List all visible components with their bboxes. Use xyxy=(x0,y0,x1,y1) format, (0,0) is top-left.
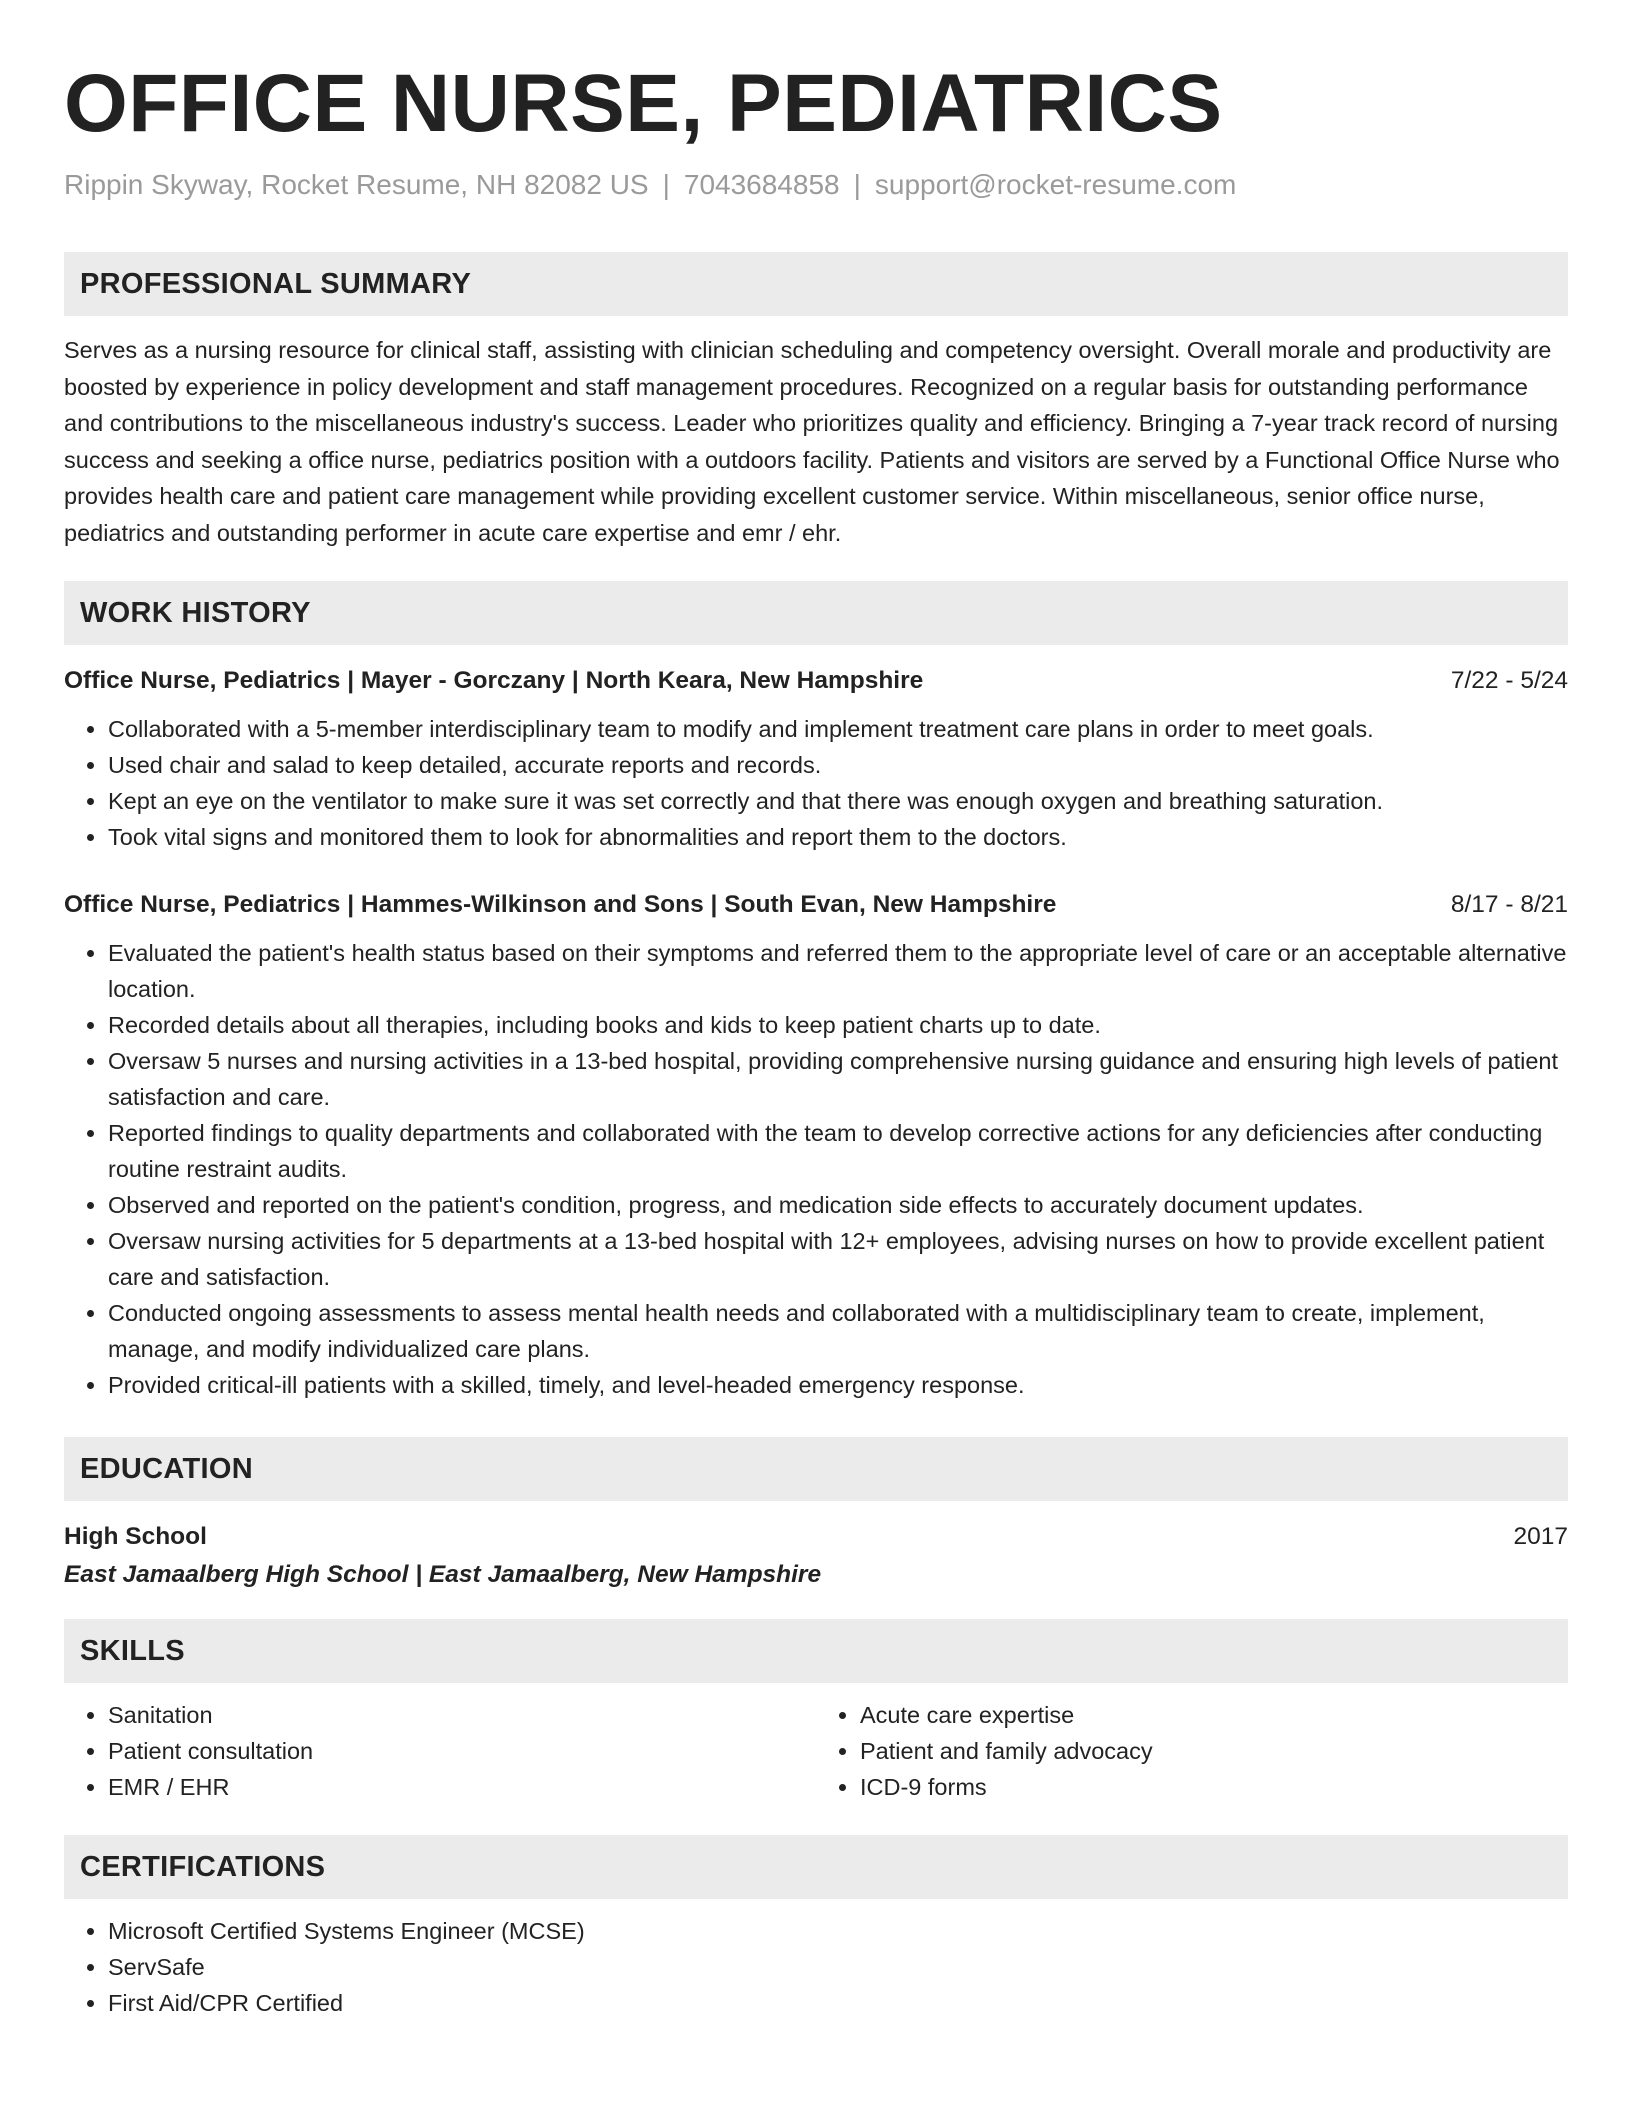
education-row xyxy=(64,1521,1568,1553)
skill-item: • Patient and family advocacy xyxy=(860,1733,1568,1769)
skills-list-right xyxy=(816,1697,1568,1805)
job-bullet-list xyxy=(64,711,1568,855)
section-header-summary: PROFESSIONAL SUMMARY xyxy=(64,252,1568,316)
certification-item: • ServSafe xyxy=(108,1949,1568,1985)
job-entry xyxy=(64,665,1568,855)
job-bullet: • Collaborated with a 5-member interdisciplinary team to modify and implement treatment care plans in order to meet goals. xyxy=(108,711,1568,747)
job-bullet: • Used chair and salad to keep detailed, accurate reports and records. xyxy=(108,747,1568,783)
contact-email: support@rocket-resume.com xyxy=(874,169,1237,200)
job-bullet: • Reported findings to quality departments and collaborated with the team to develop corrective actions for any deficiencies after conducting routine restraint audits. xyxy=(108,1115,1568,1187)
skill-item: • EMR / EHR xyxy=(108,1769,816,1805)
certification-item: • First Aid/CPR Certified xyxy=(108,1985,1568,2021)
job-bullet: • Took vital signs and monitored them to look for abnormalities and report them to the doctors. xyxy=(108,819,1568,855)
skill-item: • Patient consultation xyxy=(108,1733,816,1769)
job-bullet: • Kept an eye on the ventilator to make sure it was set correctly and that there was enough oxygen and breathing saturation. xyxy=(108,783,1568,819)
skills-columns xyxy=(64,1697,1568,1805)
section-header-skills: SKILLS xyxy=(64,1619,1568,1683)
job-bullet: • Conducted ongoing assessments to assess mental health needs and collaborated with a multidisciplinary team to create, implement, manage, and modify individualized care plans. xyxy=(108,1295,1568,1367)
job-entry xyxy=(64,889,1568,1403)
job-bullet: • Provided critical-ill patients with a skilled, timely, and level-headed emergency response. xyxy=(108,1367,1568,1403)
job-bullet: • Observed and reported on the patient's condition, progress, and medication side effects to accurately document updates. xyxy=(108,1187,1568,1223)
job-bullet: • Evaluated the patient's health status based on their symptoms and referred them to the appropriate level of care or an acceptable alternative location. xyxy=(108,935,1568,1007)
certification-item: • Microsoft Certified Systems Engineer (MCSE) xyxy=(108,1913,1568,1949)
job-heading: Office Nurse, Pediatrics | Hammes-Wilkinson and Sons | South Evan, New Hampshire xyxy=(64,891,1057,918)
job-heading: Office Nurse, Pediatrics | Mayer - Gorczany | North Keara, New Hampshire xyxy=(64,667,924,694)
contact-separator: | xyxy=(662,169,670,200)
contact-phone: 7043684858 xyxy=(683,169,840,200)
contact-address: Rippin Skyway, Rocket Resume, NH 82082 US xyxy=(64,169,649,200)
contact-line xyxy=(64,168,1568,202)
certifications-list xyxy=(64,1913,1568,2021)
job-dates: 8/17 - 8/21 xyxy=(1450,891,1568,918)
skill-item: • Sanitation xyxy=(108,1697,816,1733)
summary-text: Serves as a nursing resource for clinical staff, assisting with clinician scheduling and competency oversight. Overall morale and productivity are boosted by experience in policy development and staff management procedures. Recognized on a regular basis for outstanding performance and contributions to the miscellaneous industry's success. Leader who prioritizes quality and efficiency. Bringing a 7-year track record of nursing success and seeking a office nurse, pediatrics position with a outdoors facility. Patients and visitors are served by a Functional Office Nurse who provides health care and patient care management while providing excellent customer service. Within miscellaneous, senior office nurse, pediatrics and outstanding performer in acute care expertise and emr / ehr. xyxy=(64,337,1560,546)
education-year: 2017 xyxy=(1513,1523,1568,1550)
job-bullet: • Recorded details about all therapies, including books and kids to keep patient charts up to date. xyxy=(108,1007,1568,1043)
job-bullet: • Oversaw 5 nurses and nursing activities in a 13-bed hospital, providing comprehensive nursing guidance and ensuring high levels of patient satisfaction and care. xyxy=(108,1043,1568,1115)
job-bullet-list xyxy=(64,935,1568,1403)
skill-item: • Acute care expertise xyxy=(860,1697,1568,1733)
section-header-education: EDUCATION xyxy=(64,1437,1568,1501)
section-header-certifications: CERTIFICATIONS xyxy=(64,1835,1568,1899)
job-dates: 7/22 - 5/24 xyxy=(1450,667,1568,694)
job-heading-row xyxy=(64,889,1568,921)
section-header-work-history: WORK HISTORY xyxy=(64,581,1568,645)
job-heading-row xyxy=(64,665,1568,697)
skills-list-left xyxy=(64,1697,816,1805)
resume-title: OFFICE NURSE, PEDIATRICS xyxy=(64,58,1223,149)
contact-separator: | xyxy=(853,169,861,200)
job-bullet: • Oversaw nursing activities for 5 departments at a 13-bed hospital with 12+ employees, advising nurses on how to provide excellent patient care and satisfaction. xyxy=(108,1223,1568,1295)
skill-item: • ICD-9 forms xyxy=(860,1769,1568,1805)
education-school: East Jamaalberg High School | East Jamaalberg, New Hampshire xyxy=(64,1561,822,1588)
education-degree: High School xyxy=(64,1523,207,1550)
